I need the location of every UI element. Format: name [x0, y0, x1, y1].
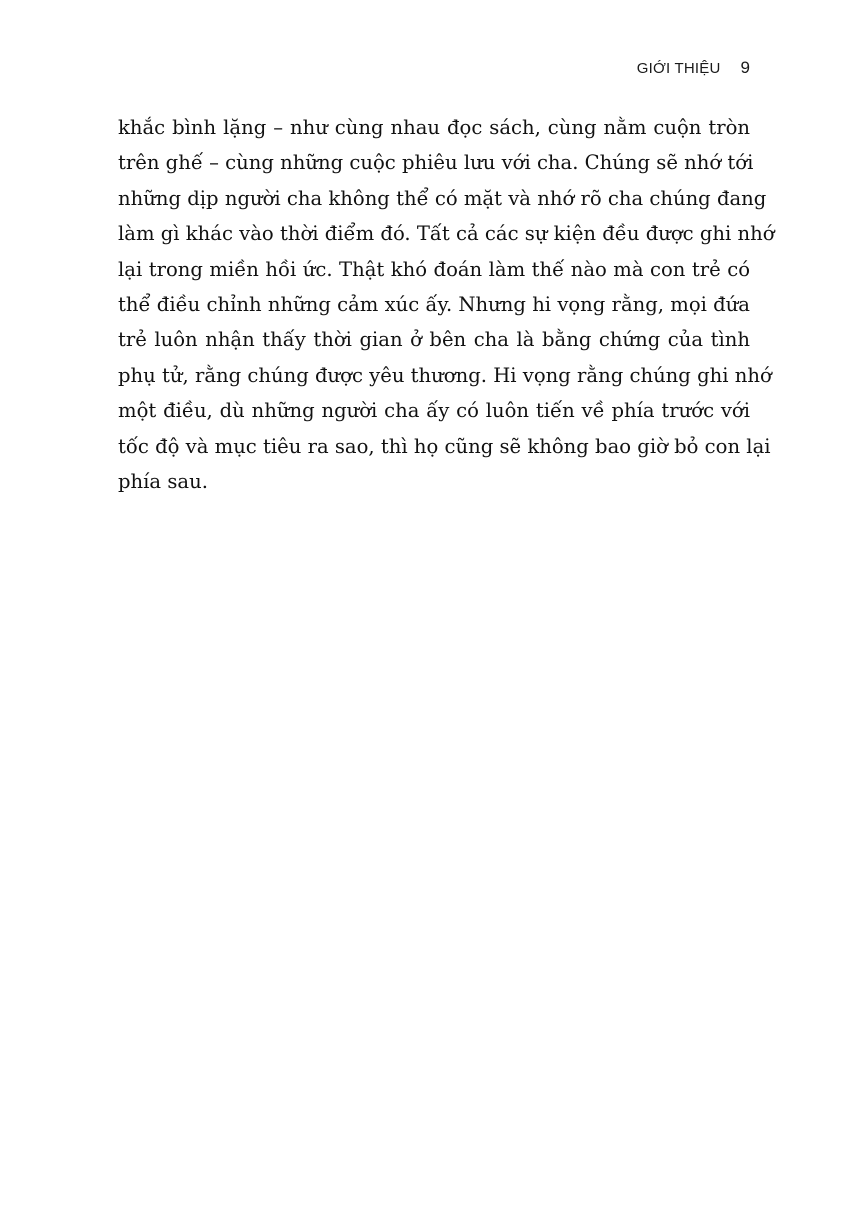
text-line: những dịp người cha không thể có mặt và nhớ rõ cha chúng đang — [118, 186, 767, 210]
text-line: lại trong miền hồi ức. Thật khó đoán làm thế nào mà con trẻ có — [118, 257, 750, 281]
text-line: phía sau. — [118, 469, 208, 493]
text-line: một điều, dù những người cha ấy có luôn tiến về phía trước với — [118, 399, 750, 423]
text-line: thể điều chỉnh những cảm xúc ấy. Nhưng hi vọng rằng, mọi đứa — [118, 292, 750, 316]
text-line: phụ tử, rằng chúng được yêu thương. Hi vọng rằng chúng ghi nhớ — [118, 363, 772, 387]
text-line: trẻ luôn nhận thấy thời gian ở bên cha là bằng chứng của tình — [118, 328, 750, 352]
body-paragraph — [118, 110, 775, 499]
section-title: GIỚI THIỆU — [636, 60, 721, 77]
text-line: làm gì khác vào thời điểm đó. Tất cả các sự kiện đều được ghi nhớ — [118, 222, 775, 246]
text-line: trên ghế – cùng những cuộc phiêu lưu với cha. Chúng sẽ nhớ tới — [118, 151, 754, 175]
running-header — [637, 58, 750, 78]
text-line: tốc độ và mục tiêu ra sao, thì họ cũng sẽ không bao giờ bỏ con lại — [118, 434, 771, 458]
page-number: 9 — [740, 58, 750, 77]
text-line: khắc bình lặng – như cùng nhau đọc sách, cùng nằm cuộn tròn — [118, 116, 750, 139]
